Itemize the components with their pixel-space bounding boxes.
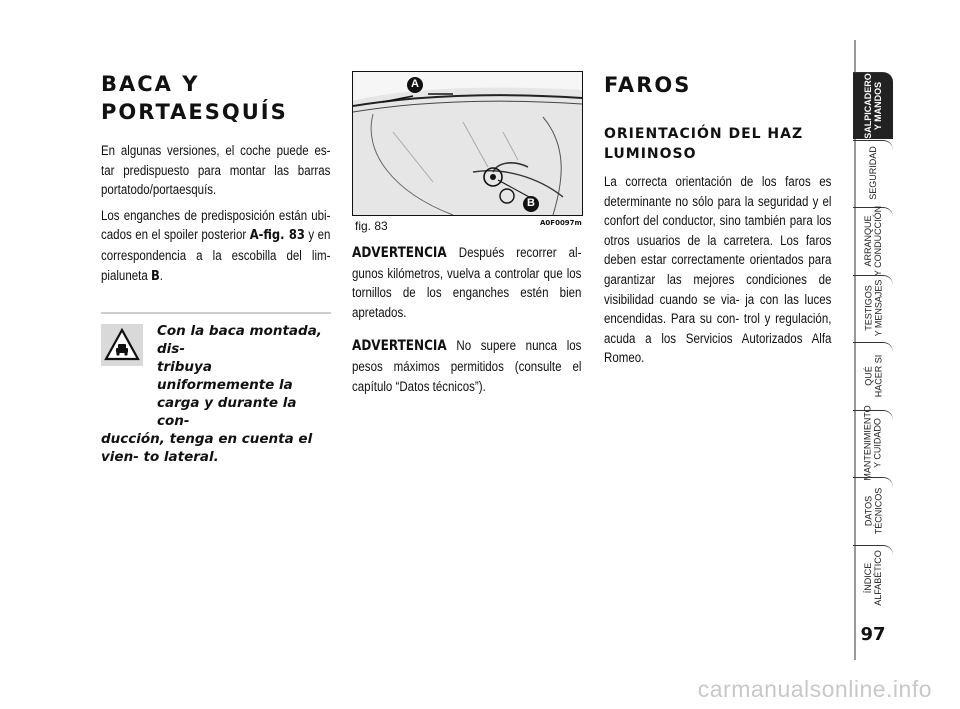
tab-label — [863, 550, 883, 606]
watermark: carmanualsonline.info — [697, 676, 932, 702]
figure-caption: fig. 83 — [355, 219, 388, 233]
tab-label-line-1: ÍNDICE — [863, 563, 873, 594]
faros-title: FAROS — [604, 73, 692, 97]
tab-label-line-1: QUÉ — [863, 365, 874, 386]
attachment-paragraph — [101, 206, 331, 286]
intro-paragraph — [101, 141, 331, 200]
tab-label — [863, 280, 883, 337]
warning-line-2: tribuya uniformemente la — [157, 359, 293, 393]
advertencia-1-text: Después recorrer al- gunos kilómetros, vuelva a controlar que los tornillos de los enganches estén bien apretados. — [352, 245, 582, 320]
warning-line-1: Con la baca montada, dis- — [157, 323, 322, 357]
tab--ndice[interactable] — [853, 545, 893, 612]
tab-label-line-2: TÉCNICOS — [873, 487, 884, 535]
tab-salpicadero[interactable] — [853, 72, 893, 139]
tab-seguridad[interactable] — [853, 140, 893, 207]
middle-column — [352, 243, 582, 396]
tab-label — [868, 146, 878, 200]
title-line-2: PORTAESQUÍS — [101, 100, 288, 124]
faros-text: La correcta orientación de los faros es determinante no sólo para la seguridad y el confort del conductor, sino también para los otros usuarios de la carretera. Los faros deben estar correctamente orientados para garantizar las mejores condiciones de visibilidad cuando se via- ja con las luces encendidas. Para su con- trol y regulación, acuda a los Servicios Autorizados Alfa Romeo. — [604, 174, 832, 366]
warning-box — [101, 322, 333, 466]
tab-label-line-2: Y MENSAJES — [873, 279, 884, 337]
advertencia-1-label: ADVERTENCIA — [352, 245, 447, 261]
car-rear-illustration — [353, 72, 582, 215]
warning-line-3: carga y durante la con- — [157, 395, 297, 429]
tab-mantenimiento[interactable] — [853, 405, 893, 481]
tab-label-line-1: SEGURIDAD — [868, 146, 879, 201]
tab-arranque[interactable] — [853, 207, 893, 274]
advertencia-2 — [352, 336, 582, 396]
attachment-end: . — [159, 267, 163, 283]
callout-b: B — [527, 197, 535, 209]
right-column — [604, 0, 832, 368]
tab-label — [863, 354, 883, 397]
figure-rear-spoiler — [352, 71, 583, 216]
tab-label-line-1: SALPICADERO — [863, 72, 874, 139]
figure-code: A0F0097m — [540, 219, 582, 227]
left-column — [101, 0, 331, 286]
tab-label — [863, 406, 883, 481]
tab-testigos[interactable] — [853, 275, 893, 342]
tab-label — [863, 206, 883, 276]
tab-label-line-2: Y CONDUCCIÓN — [873, 205, 883, 276]
tab-label — [863, 73, 883, 139]
ref-b: B — [150, 268, 160, 284]
advertencia-1 — [352, 243, 582, 322]
tab-label-line-1: DATOS — [863, 495, 874, 526]
tab-label — [863, 487, 883, 534]
tab-label-line-2: Y MANDOS — [873, 81, 884, 130]
attachment-text-wrap — [101, 206, 330, 286]
callout-a: A — [411, 78, 419, 90]
advertencia-1-wrap — [352, 243, 581, 322]
page-number: 97 — [860, 624, 886, 645]
advertencia-2-text: No supere nunca los pesos máximos permitidos (consulte el capítulo “Datos técnicos”). — [352, 338, 582, 394]
tab-label-line-2: Y CUIDADO — [873, 418, 883, 469]
tab-label-line-2: ALFABÉTICO — [873, 550, 883, 607]
title-line-1: BACA Y — [101, 72, 200, 96]
attachment-text-2: y en correspondencia a la escobilla del lim- pialuneta — [101, 227, 331, 283]
tab-label-line-2: HACER SI — [873, 354, 884, 398]
tab-datos[interactable] — [853, 477, 893, 544]
tab-label-line-1: MANTENIMIENTO — [863, 405, 873, 481]
section-title — [101, 70, 331, 126]
subtitle-line-1: ORIENTACIÓN DEL HAZ — [604, 126, 804, 142]
warning-triangle-icon — [101, 324, 143, 366]
tab-label-line-1: ARRANQUE — [863, 215, 873, 267]
tab-label-line-1: TESTIGOS — [863, 285, 874, 332]
advertencia-2-wrap — [352, 336, 581, 396]
intro-text: En algunas versiones, el coche puede es- tar predispuesto para montar las barras portatodo/portaesquís. — [101, 143, 331, 198]
warning-rest: ducción, tenga en cuenta el vien- to lateral. — [101, 431, 313, 465]
tab-qu-[interactable] — [853, 342, 893, 409]
fig-ref: A-fig. 83 — [249, 228, 305, 244]
separator — [101, 312, 331, 314]
faros-subtitle — [604, 124, 832, 164]
subtitle-line-2: LUMINOSO — [604, 146, 697, 162]
advertencia-2-label: ADVERTENCIA — [352, 338, 447, 355]
attachment-text: Los enganches de predisposición están ubi- cados en el spoiler posterior — [101, 207, 331, 243]
faros-paragraph — [604, 172, 832, 368]
